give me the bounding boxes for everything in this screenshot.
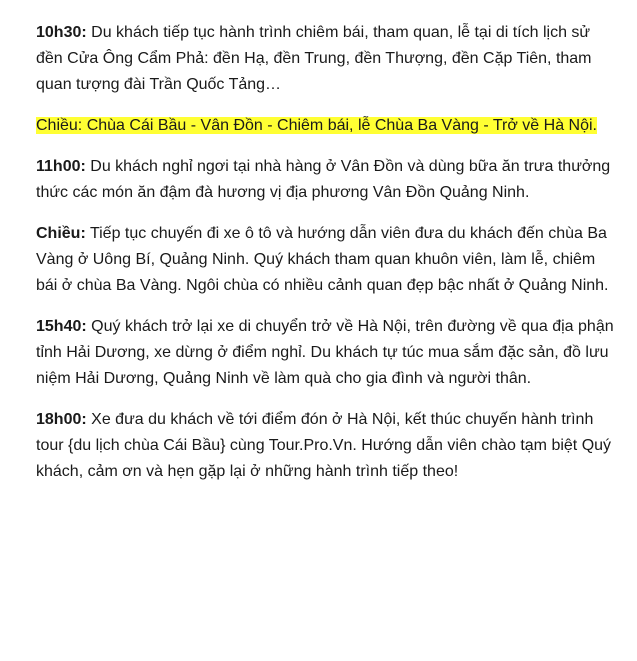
time-label: 11h00: bbox=[36, 158, 86, 175]
paragraph-text: Xe đưa du khách về tới điểm đón ở Hà Nội, kết thúc chuyến hành trình tour {du lịch chùa Cái Bầu} cùng Tour.Pro.Vn. Hướng dẫn viên chào tạm biệt Quý khách, cảm ơn và hẹn gặp lại ở những hành trình tiếp theo! bbox=[36, 411, 612, 480]
itinerary-1030 bbox=[36, 20, 616, 98]
paragraph-text: Quý khách trở lại xe di chuyển trở về Hà Nội, trên đường về qua địa phận tỉnh Hải Dương, xe dừng ở điểm nghỉ. Du khách tự túc mua sắm đặc sản, đồ lưu niệm Hải Dương, Quảng Ninh về làm quà cho gia đình và người thân. bbox=[36, 318, 614, 387]
afternoon-heading bbox=[36, 113, 616, 139]
document-body bbox=[36, 20, 616, 500]
itinerary-1540 bbox=[36, 314, 616, 392]
time-label: 10h30: bbox=[36, 24, 87, 41]
itinerary-1100 bbox=[36, 154, 616, 206]
time-label: 15h40: bbox=[36, 318, 87, 335]
highlighted-heading-text: Chiều: Chùa Cái Bầu - Vân Đồn - Chiêm bái, lễ Chùa Ba Vàng - Trở về Hà Nội. bbox=[36, 117, 597, 134]
paragraph-text: Tiếp tục chuyến đi xe ô tô và hướng dẫn viên đưa du khách đến chùa Ba Vàng ở Uông Bí, Quảng Ninh. Quý khách tham quan khuôn viên, làm lễ, chiêm bái ở chùa Ba Vàng. Ngôi chùa có nhiều cảnh quan đẹp bậc nhất ở Quảng Ninh. bbox=[36, 225, 609, 294]
paragraph-text: Du khách tiếp tục hành trình chiêm bái, tham quan, lễ tại di tích lịch sử đền Cửa Ông Cẩm Phả: đền Hạ, đền Trung, đền Thượng, đền Cặp Tiên, tham quan tượng đài Trần Quốc Tảng… bbox=[36, 24, 592, 93]
itinerary-1800 bbox=[36, 407, 616, 485]
itinerary-afternoon bbox=[36, 221, 616, 299]
paragraph-text: Du khách nghỉ ngơi tại nhà hàng ở Vân Đồn và dùng bữa ăn trưa thưởng thức các món ăn đậm đà hương vị địa phương Vân Đồn Quảng Ninh. bbox=[36, 158, 611, 201]
time-label: 18h00: bbox=[36, 411, 87, 428]
time-label: Chiều: bbox=[36, 225, 86, 242]
